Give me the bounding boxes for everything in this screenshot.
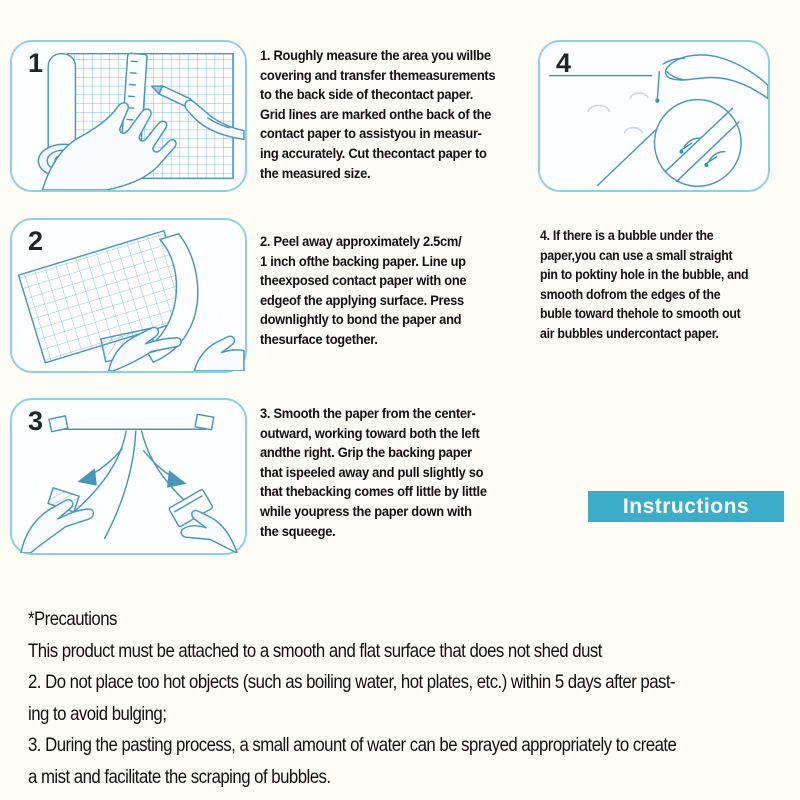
step-number-2: 2 [28, 226, 44, 256]
step-text-2 [260, 232, 466, 350]
step-text-line: Grid lines are marked onthe back of the [260, 105, 492, 122]
precautions-line: This product must be attached to a smooth and flat surface that does not shed dust [28, 639, 602, 662]
precautions-line: a mist and facilitate the scraping of bubbles. [28, 765, 331, 788]
step-text-line: buble toward thehole to smooth out [540, 305, 741, 322]
step-text-line: that ispeeled away and pull slightly so [260, 463, 484, 480]
step-text-line: 1. Roughly measure the area you willbe [260, 47, 491, 63]
smooth-outward-illustration [12, 400, 245, 553]
step-text-line: 4. If there is a bubble under the [540, 227, 714, 243]
step-text-line: the measured size. [260, 164, 371, 181]
step-text-line: pin to poktiny hole in the bubble, and [540, 266, 749, 283]
instructions-banner-label: Instructions [622, 494, 750, 518]
precautions-line: ing to avoid bulging; [28, 702, 167, 725]
step-text-line: smooth dofrom the edges of the [540, 285, 721, 302]
step-number-1: 1 [28, 48, 44, 78]
step-text-line: covering and transfer themeasurements [260, 66, 496, 83]
step-text-line: paper,you can use a small straight [540, 246, 733, 263]
step-text-line: while youpress the paper down with [260, 502, 472, 519]
step-text-line: downlightly to bond the paper and [260, 311, 462, 328]
step-text-line: that thebacking comes off little by little [260, 483, 487, 500]
step-text-line: air bubbles undercontact paper. [540, 324, 719, 341]
step-text-line: 2. Peel away approximately 2.5cm/ [260, 233, 462, 249]
step-text-line: outward, working toward both the left [260, 424, 480, 441]
pin-bubble-illustration [540, 42, 768, 190]
step-text-3 [260, 404, 487, 541]
precautions-block [28, 604, 676, 793]
precautions-title: *Precautions [28, 608, 117, 630]
step-text-line: contact paper to assistyou in measur- [260, 125, 482, 142]
step-text-line: ing accurately. Cut thecontact paper to [260, 144, 487, 161]
step-text-1 [260, 46, 495, 183]
peel-backing-illustration [12, 220, 245, 371]
step-text-line: andthe right. Grip the backing paper [260, 444, 472, 461]
step-text-line: the squeege. [260, 522, 336, 539]
step-panel-4 [538, 40, 770, 192]
step-text-line: 1 inch ofthe backing paper. Line up [260, 252, 466, 269]
precautions-line: 3. During the pasting process, a small amount of water can be sprayed appropriately to create [28, 734, 677, 756]
measure-and-cut-illustration [12, 42, 245, 190]
step-text-line: 3. Smooth the paper from the center- [260, 405, 476, 421]
step-number-4: 4 [556, 48, 572, 78]
step-text-line: theexposed contact paper with one [260, 272, 467, 289]
step-text-4 [540, 226, 748, 344]
step-number-3: 3 [28, 406, 44, 436]
step-panel-3 [10, 398, 247, 555]
step-panel-2 [10, 218, 247, 373]
instructions-banner [588, 491, 784, 522]
step-text-line: to the back side of thecontact paper. [260, 86, 474, 103]
step-panel-1 [10, 40, 247, 192]
precautions-line: 2. Do not place too hot objects (such as boiling water, hot plates, etc.) within 5 days after past- [28, 671, 676, 693]
step-text-line: thesurface together. [260, 330, 378, 347]
step-text-line: edgeof the applying surface. Press [260, 291, 464, 308]
